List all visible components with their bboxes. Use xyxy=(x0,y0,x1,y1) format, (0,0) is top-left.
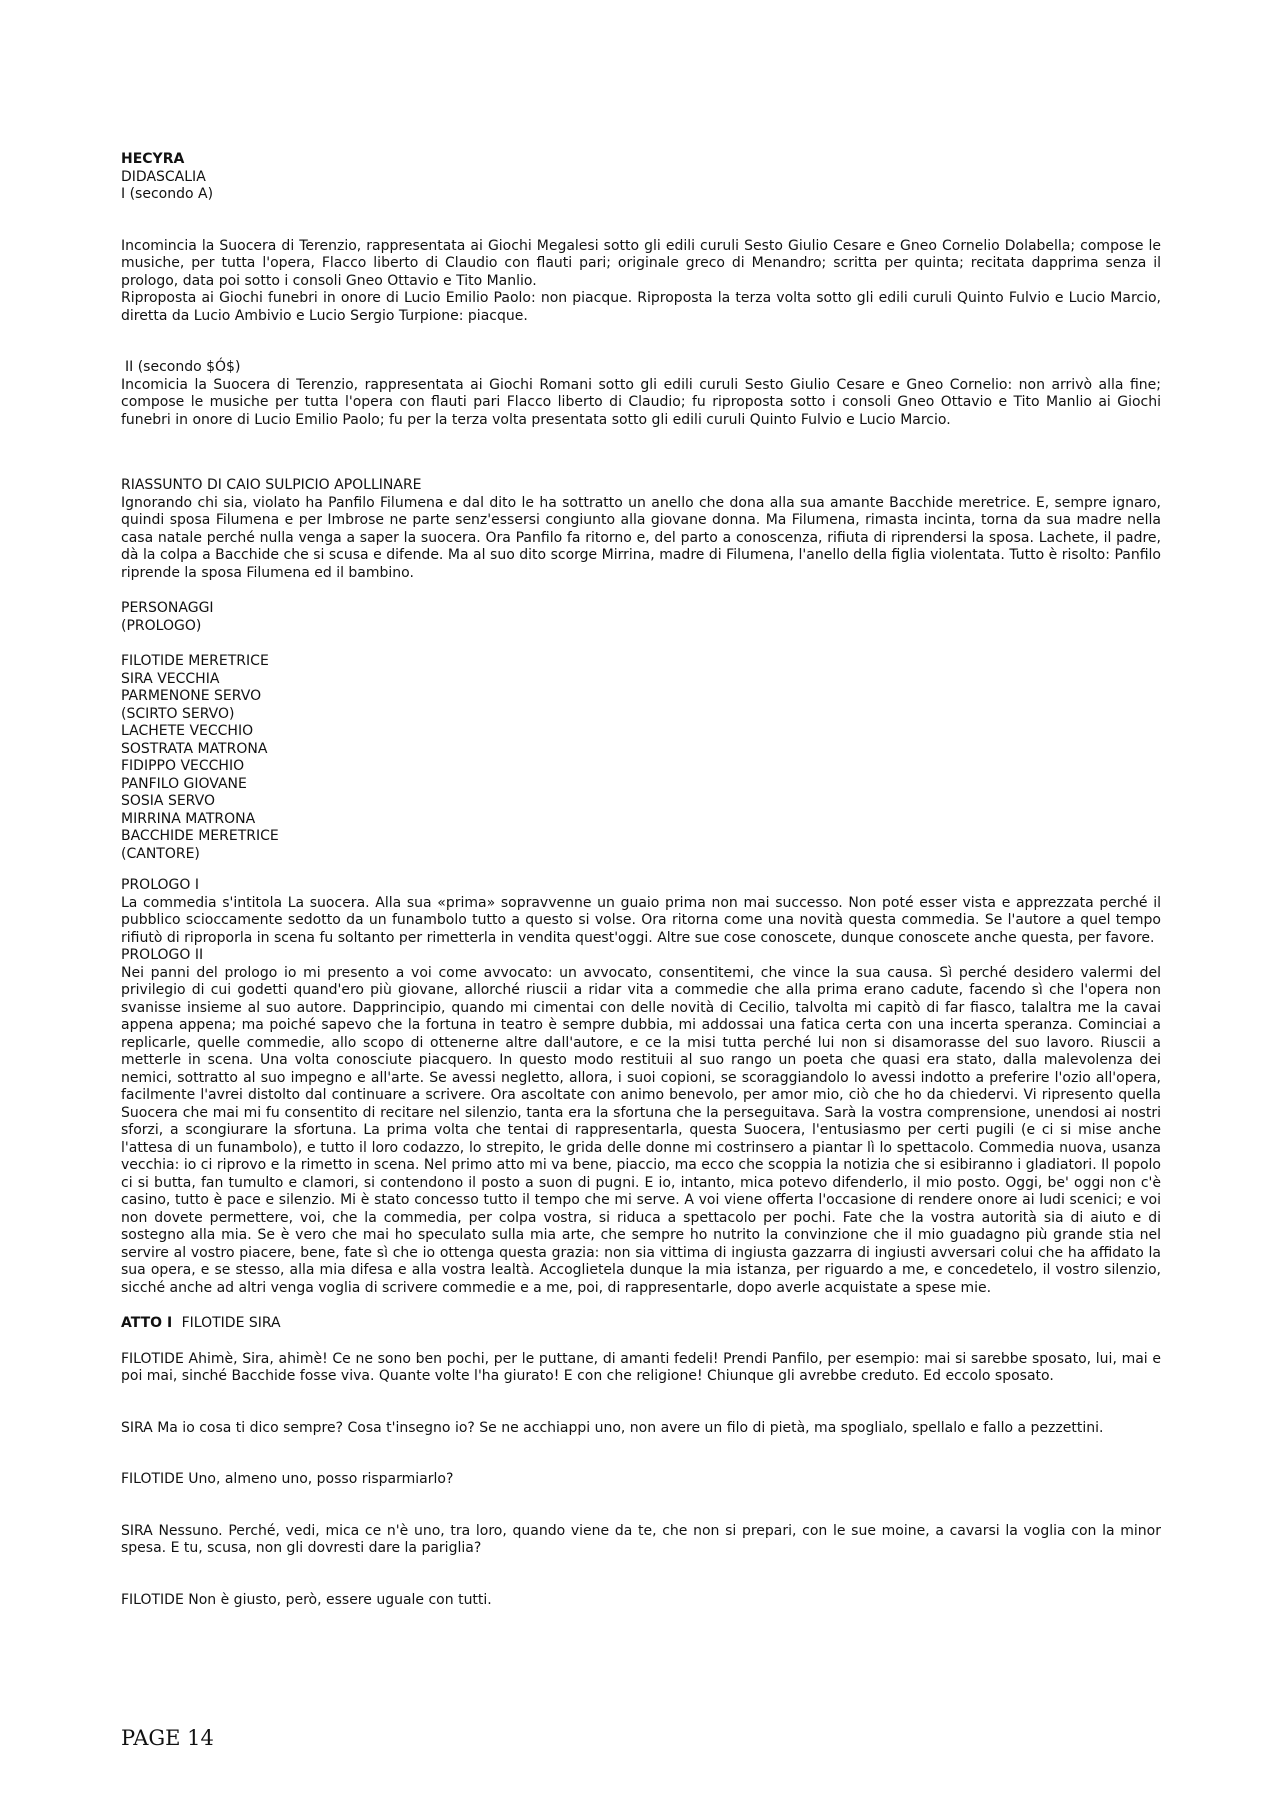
personaggi-prologo: (PROLOGO) xyxy=(121,617,202,634)
dialogue-line: FILOTIDE Non è giusto, però, essere uguale con tutti. xyxy=(121,1591,492,1608)
personaggio-item: SOSIA SERVO xyxy=(121,793,215,809)
didascalia-a-paragraph-1: Incomincia la Suocera di Terenzio, rappresentata ai Giochi Megalesi sotto gli edili curuli Sesto Giulio Cesare e Gneo Cornelio Dolabella; compose le musiche, per tutta l'opera, Flacco liberto di Claudio con flauti pari; originale greco di Menandro; scritta per quinta; recitata dapprima senza il prologo, data poi sotto i consoli Gneo Ottavio e Tito Manlio. xyxy=(121,237,1161,289)
personaggio-item: LACHETE VECCHIO xyxy=(121,723,254,739)
personaggio-item: SOSTRATA MATRONA xyxy=(121,740,268,757)
document-page xyxy=(121,151,1161,1609)
prologo-2-title: PROLOGO II xyxy=(121,947,204,963)
personaggio-item: SIRA VECCHIA xyxy=(121,670,220,687)
didascalia-b-paragraph: Incomicia la Suocera di Terenzio, rappresentata ai Giochi Romani sotto gli edili curuli Sesto Giulio Cesare e Gneo Cornelio: non arrivò alla fine; compose le musiche per tutta l'opera con flauti pari Flacco liberto di Claudio; fu riproposta sotto i consoli Gneo Ottavio e Tito Manlio ai Giochi funebri in onore di Lucio Emilio Paolo; fu per la terza volta presentata sotto gli edili curuli Quinto Fulvio e Lucio Marcio. xyxy=(121,376,1161,428)
personaggio-item: BACCHIDE MERETRICE xyxy=(121,828,279,844)
personaggio-item: MIRRINA MATRONA xyxy=(121,810,256,827)
atto-1-heading xyxy=(121,1315,1161,1333)
dialogue-line: SIRA Ma io cosa ti dico sempre? Cosa t'insegno io? Se ne acchiappi uno, non avere un filo di pietà, ma spoglialo, spellalo e fallo a pezzettini. xyxy=(121,1419,1104,1436)
personaggio-item: PANFILO GIOVANE xyxy=(121,775,247,792)
personaggio-item: FIDIPPO VECCHIO xyxy=(121,758,245,774)
dialogue-line: SIRA Nessuno. Perché, vedi, mica ce n'è uno, tra loro, quando viene da te, che non si prepari, con le sue moine, a cavarsi la voglia con la minor spesa. E tu, scusa, non gli dovresti dare la pariglia? xyxy=(121,1522,1161,1556)
personaggio-item: (CANTORE) xyxy=(121,845,200,862)
prologo-1-paragraph: La commedia s'intitola La suocera. Alla sua «prima» sopravvenne un guaio prima non mai successo. Non poté esser vista e apprezzata perché il pubblico scioccamente sedotto da un funambolo tutto a questo si volse. Ora ritorna come una novità questa commedia. Se l'autore a quel tempo rifiutò di riproporla in scena fu soltanto per rimetterla in vendita quest'oggi. Altre sue cose conoscete, dunque conoscete anche questa, per favore. xyxy=(121,894,1161,946)
personaggi-title: PERSONAGGI xyxy=(121,600,214,616)
version-b-label: II (secondo $Ó$) xyxy=(125,359,241,375)
dialogue-line: FILOTIDE Ahimè, Sira, ahimè! Ce ne sono ben pochi, per le puttane, di amanti fedeli! Prendi Panfilo, per esempio: mai si sarebbe sposato, lui, mai e poi mai, sinché Bacchide fosse viva. Quante volte l'ha giurato! E con che religione! Chiunque gli avrebbe creduto. Ed eccolo sposato. xyxy=(121,1350,1161,1384)
prologo-2-paragraph: Nei panni del prologo io mi presento a voi come avvocato: un avvocato, consentitemi, che vince la sua causa. Sì perché desidero valermi del privilegio di cui godetti quand'ero più giovane, allorché riuscii a ridar vita a commedie che alla prima erano cadute, facendo sì che l'opera non svanisse insieme al suo autore. Dapprincipio, quando mi cimentai con delle novità di Cecilio, talvolta mi capitò di far fiasco, talaltra me la cavai appena appena; ma poiché sapevo che la fortuna in teatro è sempre dubbia, mi addossai una fatica certa con una incerta speranza. Cominciai a replicarle, quelle commedie, allo scopo di ottenerne altre dall'autore, e ce la misi tutta perché lui non si disamorasse del suo lavoro. Riuscii a metterle in scena. Una volta conosciute piacquero. In questo modo restituii al suo rango un poeta che quasi era stato, dalla malevolenza dei nemici, sottratto al suo impegno e all'arte. Se avessi negletto, allora, i suoi copioni, se scoraggiandolo lo avessi indotto a preferire l'ozio all'opera, facilmente l'avrei distolto dal continuare a scrivere. Ora ascoltate con animo benevolo, per amor mio, ciò che ho da chiedervi. Vi ripresento quella Suocera che mai mi fu consentito di recitare nel silenzio, tanta era la sfortuna che la perseguitava. Sarà la vostra comprensione, unendosi ai nostri sforzi, a scongiurare la sfortuna. La prima volta che tentai di rappresentarla, questa Suocera, l'entusiasmo per certi pugili (e ci si mise anche l'attesa di un funambolo), e tutto il loro codazzo, lo strepito, le grida delle donne mi costrinsero a piantar lì lo spettacolo. Commedia nuova, usanza vecchia: io ci riprovo e la rimetto in scena. Nel primo atto mi va bene, piaccio, ma ecco che scoppia la notizia che si esibiranno i gladiatori. Il popolo ci si butta, fan tumulto e clamori, si contendono il posto a suon di pugni. E io, intanto, mica potevo difenderlo, il mio posto. Oggi, be' oggi non c'è casino, tutto è pace e silenzio. Mi è stato concesso tutto il tempo che mi serve. A voi viene offerta l'occasione di rendere onore ai ludi scenici; e voi non dovete permettere, voi, che la commedia, per colpa vostra, si riduca a spettacolo per pochi. Fate che la vostra autorità sia di aiuto e di sostegno alla mia. Se è vero che mai ho speculato sulla mia arte, che sempre ho nutrito la convinzione che il mio guadagno più grande stia nel servire al vostro piacere, bene, fate sì che io ottenga questa grazia: non sia vittima di ingiusta gazzarra di ingiusti avversari colui che ha affidato la sua opera, e se stesso, alla mia difesa e alla vostra lealtà. Accoglietela dunque la mia istanza, per riguardo a me, e concedetelo, il vostro silenzio, sicché anche ad altri venga voglia di scrivere commedie e a me, poi, di rappresentarle, dopo averle acquistate a spese mie. xyxy=(121,964,1161,1296)
personaggio-item: PARMENONE SERVO xyxy=(121,688,262,704)
atto-1-title: ATTO I xyxy=(121,1315,173,1331)
riassunto-paragraph: Ignorando chi sia, violato ha Panfilo Filumena e dal dito le ha sottratto un anello che dona alla sua amante Bacchide meretrice. E, sempre ignaro, quindi sposa Filumena e per Imbrose ne parte senz'essersi congiunto alla giovane donna. Ma Filumena, rimasta incinta, torna da sua madre nella casa natale perché nulla venga a saper la suocera. Ora Panfilo fa ritorno e, del parto a conoscenza, rifiuta di riprendersi la sposa. Lachete, il padre, dà la colpa a Bacchide che si scusa e difende. Ma al suo dito scorge Mirrina, madre di Filumena, l'anello della figlia violentata. Tutto è risolto: Panfilo riprende la sposa Filumena ed il bambino. xyxy=(121,494,1161,581)
page-number: PAGE 14 xyxy=(121,1726,214,1750)
atto-1-characters: FILOTIDE SIRA xyxy=(181,1315,281,1331)
personaggio-item: FILOTIDE MERETRICE xyxy=(121,653,269,669)
version-a-label: I (secondo A) xyxy=(121,186,214,202)
document-subtitle: DIDASCALIA xyxy=(121,168,206,185)
prologo-1-title: PROLOGO I xyxy=(121,877,199,893)
riassunto-title: RIASSUNTO DI CAIO SULPICIO APOLLINARE xyxy=(121,477,422,493)
document-title: HECYRA xyxy=(121,151,185,167)
dialogue-line: FILOTIDE Uno, almeno uno, posso risparmiarlo? xyxy=(121,1471,454,1487)
personaggio-item: (SCIRTO SERVO) xyxy=(121,705,235,722)
personaggi-list xyxy=(121,653,1161,863)
didascalia-a-paragraph-2: Riproposta ai Giochi funebri in onore di Lucio Emilio Paolo: non piacque. Riproposta la terza volta sotto gli edili curuli Quinto Fulvio e Lucio Marcio, diretta da Lucio Ambivio e Lucio Sergio Turpione: piacque. xyxy=(121,290,1161,324)
